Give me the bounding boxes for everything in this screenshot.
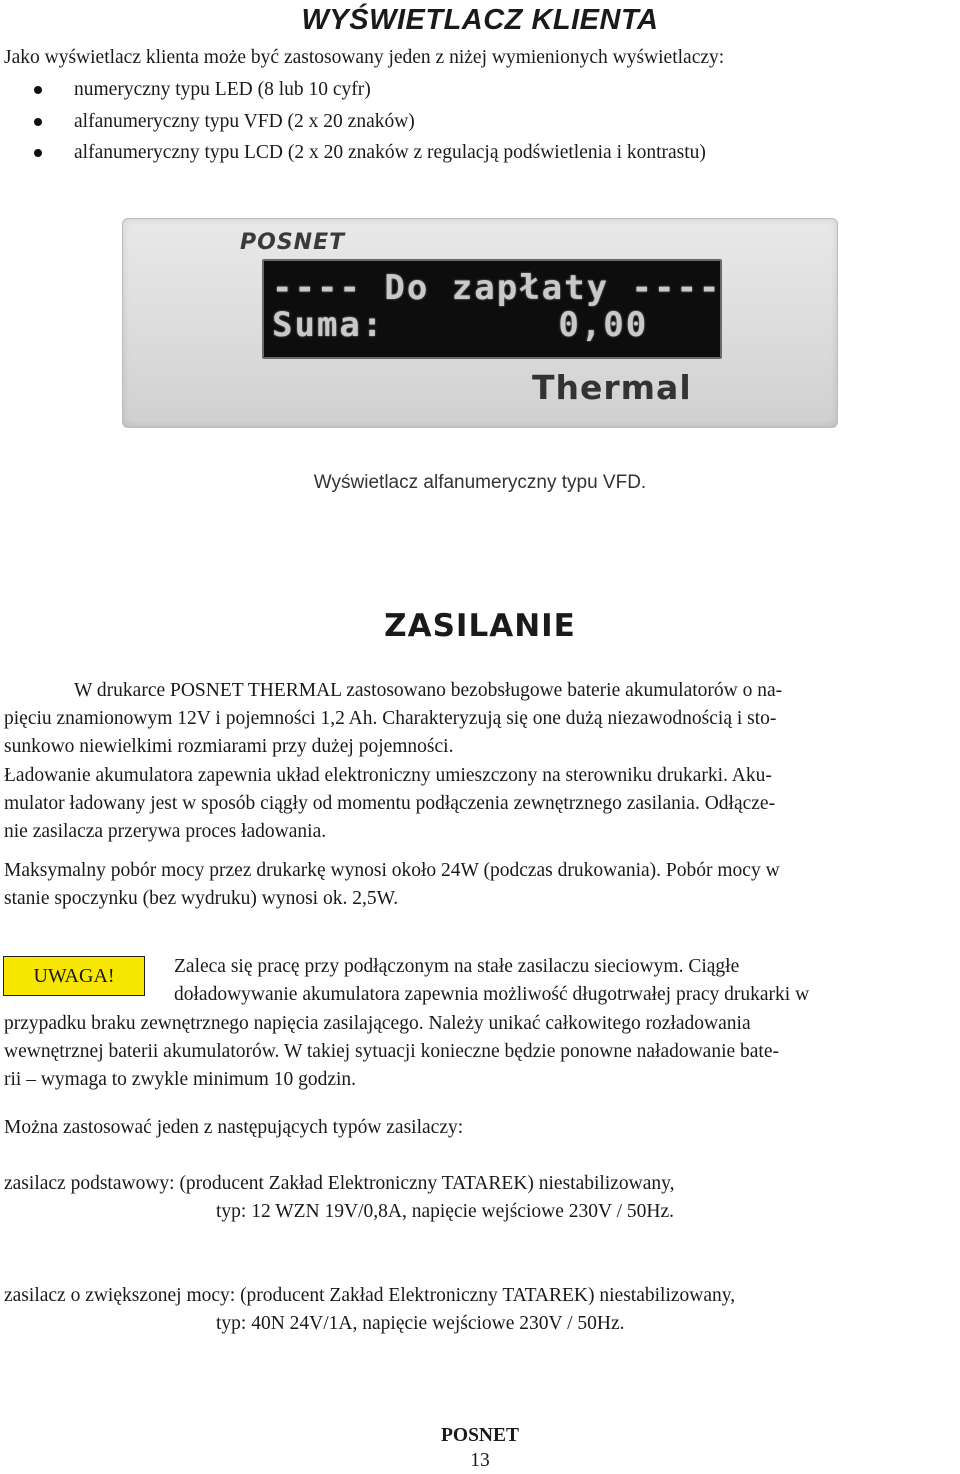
warning-line: doładowywanie akumulatora zapewnia możliwość długotrwałej pracy drukarki w (174, 984, 810, 1005)
paragraph-line: Można zastosować jeden z następujących typów zasilaczy: (4, 1117, 464, 1138)
paragraph-line: Ładowanie akumulatora zapewnia układ elektroniczny umieszczony na sterowniku drukarki. Aku- (4, 765, 772, 786)
list-item: alfanumeryczny typu VFD (2 x 20 znaków) (30, 106, 706, 138)
vfd-sum-value: 0,00 (558, 305, 649, 345)
vfd-line-1: ---- Do zapłaty ---- (272, 268, 722, 308)
footer-brand: POSNET (440, 1425, 520, 1446)
warning-line: przypadku braku zewnętrznego napięcia zasilającego. Należy unikać całkowitego rozładowania (4, 1013, 751, 1034)
page-title: WYŚWIETLACZ KLIENTA (301, 4, 659, 36)
paragraph-line: sunkowo niewielkimi rozmiarami przy dużej pojemności. (4, 736, 454, 757)
list-item: numeryczny typu LED (8 lub 10 cyfr) (30, 74, 706, 106)
psu-basic: zasilacz podstawowy: (producent Zakład Elektroniczny TATAREK) niestabilizowany, (4, 1173, 675, 1194)
posnet-logo: POSNET (240, 230, 346, 255)
paragraph-line: Maksymalny pobór mocy przez drukarkę wynosi około 24W (podczas drukowania). Pobór mocy w (4, 860, 780, 881)
vfd-sum-label: Suma: (272, 305, 385, 345)
psu-basic-type: typ: 12 WZN 19V/0,8A, napięcie wejściowe 230V / 50Hz. (216, 1201, 674, 1222)
warning-line: rii – wymaga to zwykle minimum 10 godzin. (4, 1069, 357, 1090)
bullet-icon (34, 149, 42, 157)
list-item: alfanumeryczny typu LCD (2 x 20 znaków z regulacją podświetlenia i kontrastu) (30, 137, 706, 169)
display-types-list (30, 74, 706, 169)
warning-line: wewnętrznej baterii akumulatorów. W takiej sytuacji konieczne będzie ponowne naładowanie bate- (4, 1041, 780, 1062)
bullet-icon (34, 86, 42, 94)
paragraph-line: W drukarce POSNET THERMAL zastosowano bezobsługowe baterie akumulatorów o na- (74, 680, 783, 701)
psu-high-power-type: typ: 40N 24V/1A, napięcie wejściowe 230V / 50Hz. (216, 1313, 625, 1334)
figure-caption: Wyświetlacz alfanumeryczny typu VFD. (313, 472, 647, 493)
thermal-model-label: Thermal (532, 368, 692, 407)
paragraph-line: pięciu znamionowym 12V i pojemności 1,2 Ah. Charakteryzują się one dużą niezawodnością i sto- (4, 708, 777, 729)
vfd-line-2 (272, 305, 648, 345)
warning-line: Zaleca się pracę przy podłączonym na stałe zasilaczu sieciowym. Ciągłe (174, 956, 740, 977)
bullet-icon (34, 118, 42, 126)
paragraph-line: nie zasilacza przerywa proces ładowania. (4, 821, 327, 842)
paragraph-line: mulator ładowany jest w sposób ciągły od momentu podłączenia zewnętrznego zasilania. Odłącze- (4, 793, 776, 814)
intro-text: Jako wyświetlacz klienta może być zastosowany jeden z niżej wymienionych wyświetlaczy: (4, 47, 725, 68)
section-heading: ZASILANIE (384, 608, 576, 644)
paragraph-line: stanie spoczynku (bez wydruku) wynosi ok. 2,5W. (4, 888, 399, 909)
psu-high-power: zasilacz o zwiększonej mocy: (producent Zakład Elektroniczny TATAREK) niestabilizowany, (4, 1285, 736, 1306)
page-number: 13 (470, 1450, 490, 1471)
warning-badge: UWAGA! (3, 956, 145, 996)
